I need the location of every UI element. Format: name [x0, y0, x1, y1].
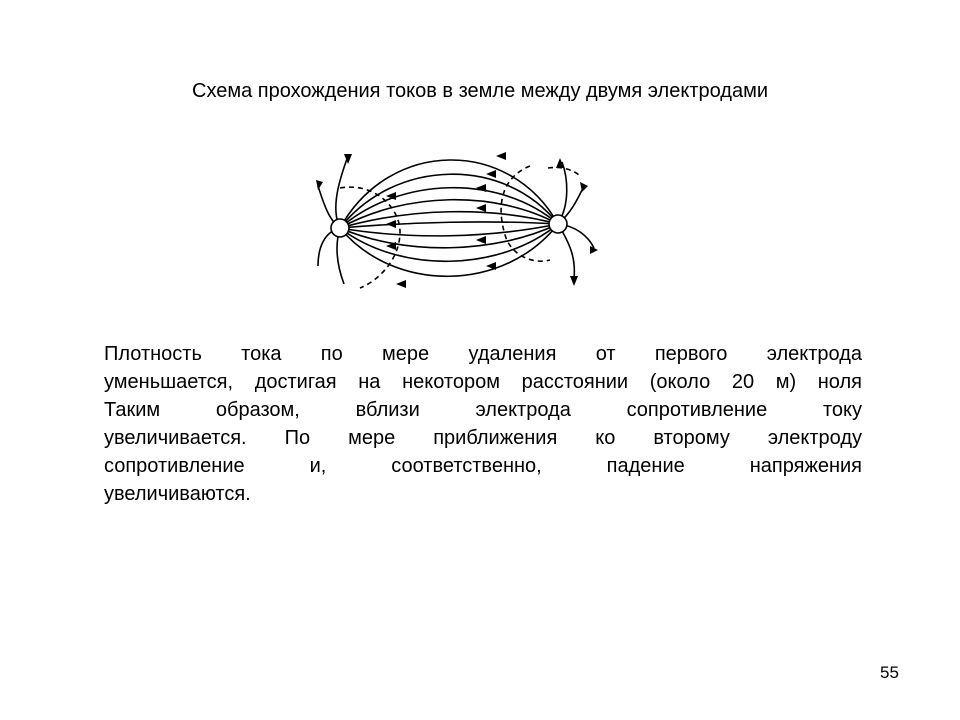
body-line: Таким образом, вблизи электрода сопротивление току — [104, 399, 862, 421]
body-line: увеличивается. По мере приближения ко второму электроду — [104, 427, 862, 449]
equipotential-line — [501, 166, 550, 261]
body-paragraph — [104, 340, 862, 508]
electrode-right — [549, 215, 567, 233]
current-flow-diagram — [300, 148, 620, 308]
body-line: увеличиваются. — [104, 483, 251, 505]
field-line — [340, 222, 558, 228]
body-line: сопротивление и, соответственно, падение напряжения — [104, 455, 862, 477]
field-line — [340, 200, 558, 228]
body-line: Плотность тока по мере удаления от первого электрода — [104, 343, 862, 365]
electrode-left — [331, 219, 349, 237]
body-line: уменьшается, достигая на некотором расстоянии (около 20 м) ноля — [104, 371, 862, 393]
slide-title: Схема прохождения токов в земле между двумя электродами — [192, 80, 768, 102]
page-number: 55 — [880, 663, 899, 682]
field-lines-svg — [300, 148, 620, 308]
